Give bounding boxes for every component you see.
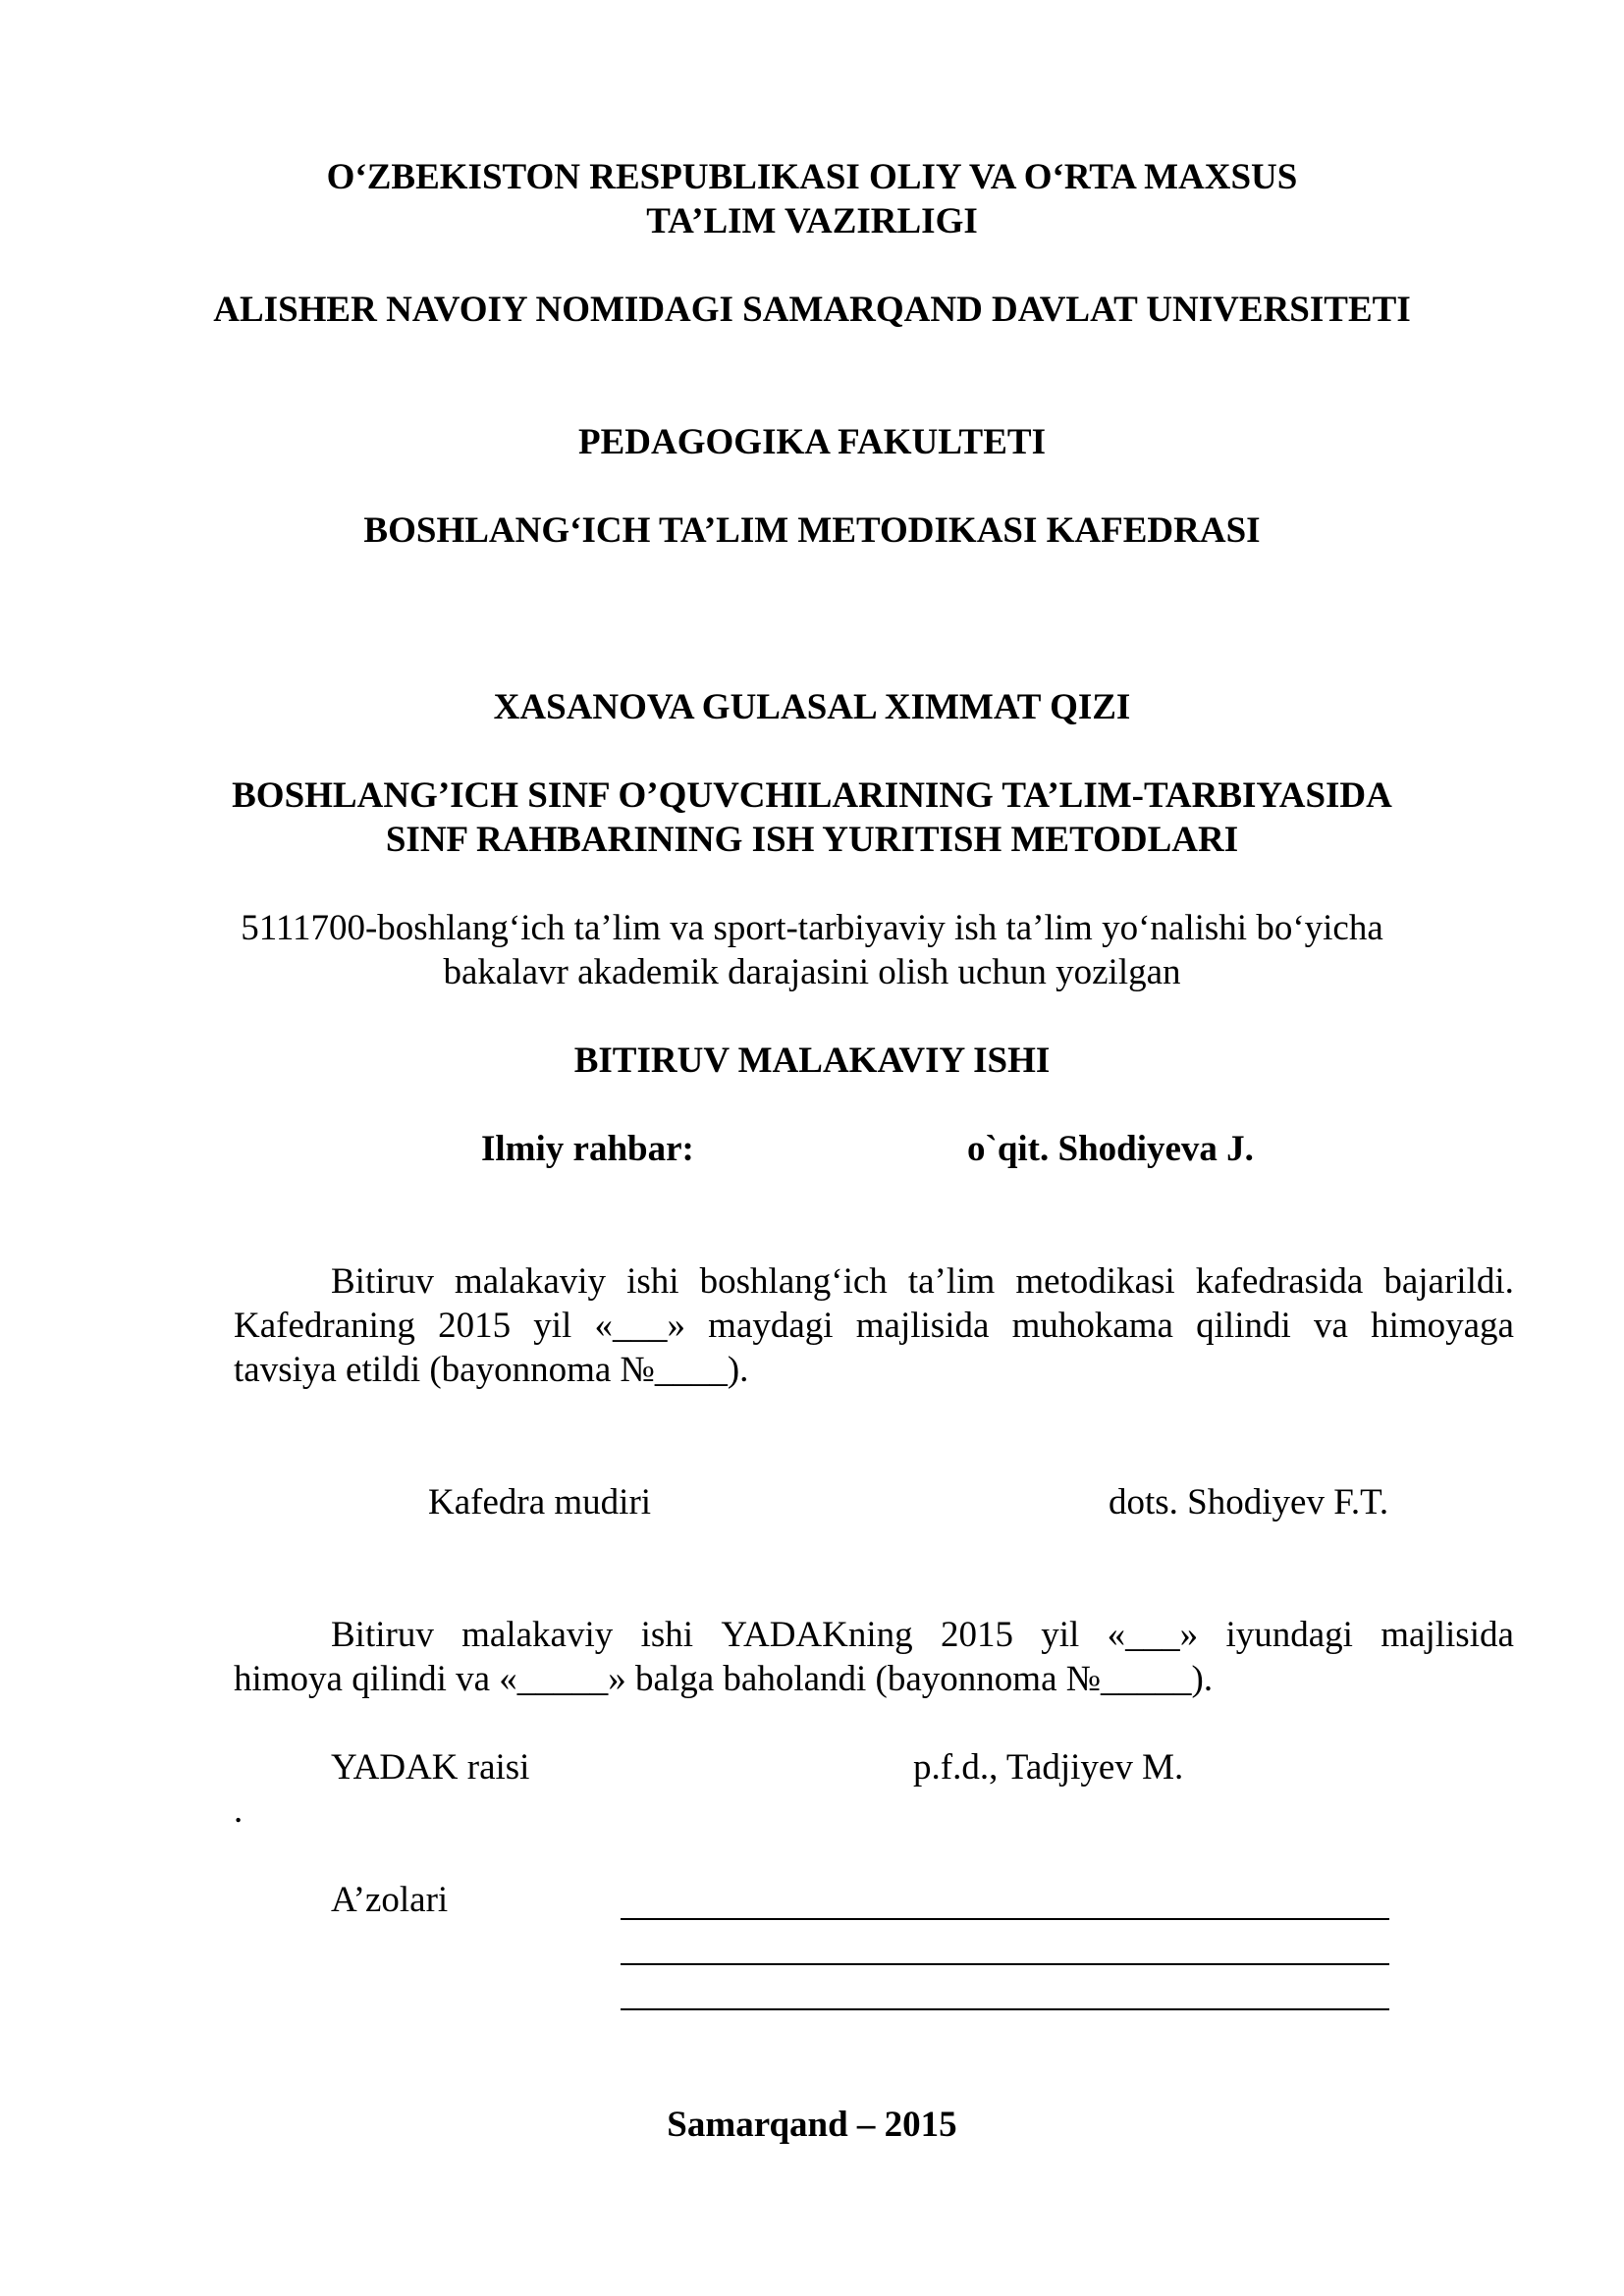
supervisor-label: Ilmiy rahbar: — [481, 1129, 694, 1169]
commission-line-1 — [331, 1613, 1514, 1657]
word: va — [1313, 1306, 1348, 1346]
footer-place-year: Samarqand – 2015 — [667, 2105, 957, 2145]
member-signature-line-3 — [621, 2008, 1389, 2010]
word: Bitiruv — [331, 1615, 434, 1655]
word: majlisida — [1380, 1615, 1514, 1655]
word: ta’lim — [907, 1261, 996, 1302]
member-signature-line-2 — [621, 1963, 1389, 1965]
word: ishi — [640, 1615, 694, 1655]
word: bajarildi. — [1383, 1261, 1514, 1302]
word: yil — [533, 1306, 572, 1346]
commission-line-2: himoya qilindi va «_____» balga baholandi (bayonnoma №_____). — [234, 1659, 1214, 1699]
word: maydagi — [708, 1306, 834, 1346]
head-of-department-name: dots. Shodiyev F.T. — [1109, 1482, 1389, 1522]
approval-line-3: tavsiya etildi (bayonnoma №____). — [234, 1350, 749, 1390]
word: «___» — [594, 1306, 685, 1346]
stray-period: . — [234, 1790, 244, 1831]
approval-line-2 — [234, 1304, 1514, 1348]
author-name: XASANOVA GULASAL XIMMAT QIZI — [493, 687, 1131, 727]
word: Bitiruv — [331, 1261, 434, 1302]
thesis-title-line-2: SINF RAHBARINING ISH YURITISH METODLARI — [385, 820, 1239, 860]
ministry-line-1: O‘ZBEKISTON RESPUBLIKASI OLIY VA O‘RTA MAXSUS — [326, 157, 1298, 197]
word: YADAKning — [721, 1615, 913, 1655]
purpose-line-2: bakalavr akademik darajasini olish uchun yozilgan — [443, 952, 1181, 992]
word: metodikasi — [1015, 1261, 1175, 1302]
purpose-line-1: 5111700-boshlang‘ich ta’lim va sport-tarbiyaviy ish ta’lim yo‘nalishi bo‘yicha — [241, 908, 1383, 948]
member-signature-line-1 — [621, 1918, 1389, 1920]
word: qilindi — [1196, 1306, 1291, 1346]
work-type: BITIRUV MALAKAVIY ISHI — [573, 1041, 1051, 1081]
word: «___» — [1107, 1615, 1199, 1655]
ministry-line-2: TA’LIM VAZIRLIGI — [646, 201, 978, 241]
word: Kafedraning — [234, 1306, 415, 1346]
word: kafedrasida — [1195, 1261, 1364, 1302]
word: 2015 — [940, 1615, 1013, 1655]
word: 2015 — [438, 1306, 512, 1346]
commission-chair-name: p.f.d., Tadjiyev M. — [913, 1747, 1184, 1788]
word: ishi — [626, 1261, 679, 1302]
faculty-name: PEDAGOGIKA FAKULTETI — [578, 422, 1046, 462]
word: malakaviy — [461, 1615, 614, 1655]
head-of-department-label: Kafedra mudiri — [428, 1482, 652, 1522]
word: muhokama — [1011, 1306, 1173, 1346]
word: himoyaga — [1371, 1306, 1514, 1346]
thesis-title-line-1: BOSHLANG’ICH SINF O’QUVCHILARINING TA’LIM-TARBIYASIDA — [232, 775, 1392, 816]
word: boshlang‘ich — [699, 1261, 888, 1302]
word: majlisida — [855, 1306, 990, 1346]
supervisor-name: o`qit. Shodiyeva J. — [967, 1129, 1254, 1169]
approval-line-1 — [331, 1259, 1514, 1304]
word: iyundagi — [1225, 1615, 1353, 1655]
commission-chair-label: YADAK raisi — [331, 1747, 530, 1788]
word: yil — [1041, 1615, 1080, 1655]
university-name: ALISHER NAVOIY NOMIDAGI SAMARQAND DAVLAT UNIVERSITETI — [213, 290, 1411, 330]
word: malakaviy — [454, 1261, 607, 1302]
department-name: BOSHLANG‘ICH TA’LIM METODIKASI KAFEDRASI — [363, 510, 1261, 551]
members-label: A’zolari — [331, 1880, 449, 1920]
